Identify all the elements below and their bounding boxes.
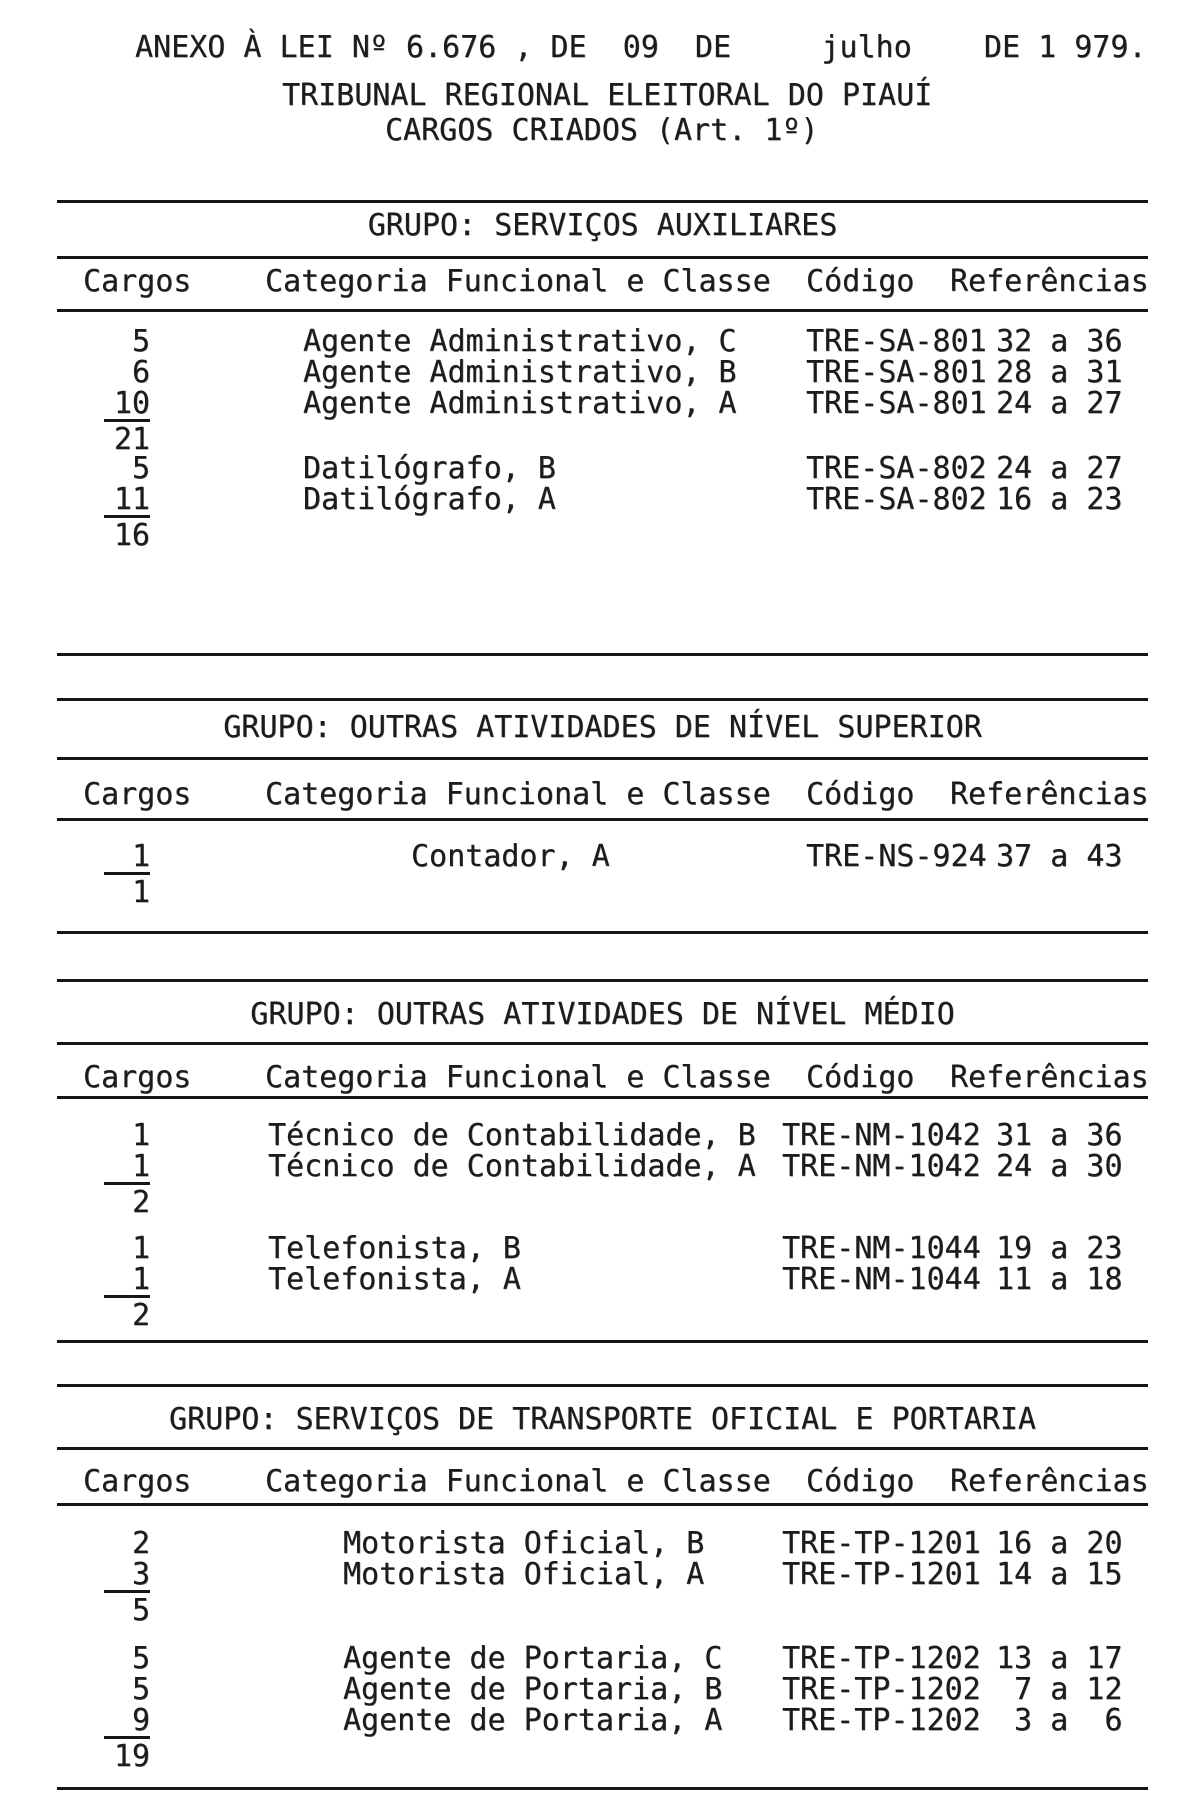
cell-referencias: 14 a 15 (996, 1557, 1123, 1592)
cell-codigo: TRE-SA-801 (806, 355, 987, 390)
subtotal-value: 1 (104, 872, 150, 908)
cell-cargos: 9 (131, 1703, 150, 1738)
table-row (0, 326, 1194, 357)
table-header-row (0, 1466, 1194, 1497)
table-header-row (0, 266, 1194, 297)
cell-codigo: TRE-SA-802 (806, 451, 987, 486)
cell-categoria: Técnico de Contabilidade, B (268, 1118, 756, 1153)
cell-cargos: 1 (131, 1118, 150, 1153)
cell-codigo: TRE-NM-1044 (782, 1262, 981, 1297)
column-header-referencias: Referências (950, 1060, 1149, 1095)
column-header-codigo: Código (806, 1060, 915, 1095)
cell-codigo: TRE-SA-801 (806, 324, 987, 359)
cell-categoria: Agente Administrativo, C (303, 324, 737, 359)
table-row (0, 453, 1194, 484)
table-row (0, 484, 1194, 515)
header-divider-rule (57, 1096, 1148, 1099)
table-row (0, 1643, 1194, 1674)
group-title: GRUPO: SERVIÇOS AUXILIARES (367, 208, 838, 243)
cell-codigo: TRE-TP-1202 (782, 1672, 981, 1707)
cell-categoria: Agente de Portaria, B (343, 1672, 723, 1707)
table-row (0, 1559, 1194, 1590)
cell-referencias: 24 a 27 (996, 386, 1123, 421)
cell-codigo: TRE-NM-1042 (782, 1118, 981, 1153)
cell-codigo: TRE-TP-1201 (782, 1557, 981, 1592)
cell-referencias: 32 a 36 (996, 324, 1123, 359)
table-row (0, 1151, 1194, 1182)
header-divider-rule (57, 1503, 1148, 1506)
subtotal-value: 19 (104, 1736, 150, 1772)
header-divider-rule (57, 818, 1148, 821)
cell-codigo: TRE-NS-924 (806, 839, 987, 874)
cell-categoria: Contador, A (411, 839, 610, 874)
table-row (0, 1120, 1194, 1151)
cell-cargos: 11 (113, 482, 150, 517)
cell-cargos: 3 (131, 1557, 150, 1592)
cell-referencias: 24 a 27 (996, 451, 1123, 486)
cell-categoria: Telefonista, B (268, 1231, 521, 1266)
cell-referencias: 11 a 18 (996, 1262, 1123, 1297)
cell-codigo: TRE-TP-1202 (782, 1641, 981, 1676)
cell-categoria: Telefonista, A (268, 1262, 521, 1297)
subtotal-value: 21 (104, 419, 150, 455)
column-header-cargos: Cargos (83, 1060, 192, 1095)
document-title-line1: ANEXO À LEI Nº 6.676 , DE 09 DE julho DE 1 979. (135, 30, 1147, 65)
cell-codigo: TRE-SA-801 (806, 386, 987, 421)
cell-referencias: 13 a 17 (996, 1641, 1123, 1676)
table-top-rule (57, 698, 1148, 701)
title-divider-rule (57, 1042, 1148, 1045)
column-header-categoria: Categoria Funcional e Classe (265, 777, 771, 812)
table-bottom-rule (57, 653, 1148, 656)
table-bottom-rule (57, 1787, 1148, 1790)
table-top-rule (57, 200, 1148, 203)
table-header-row (0, 1062, 1194, 1093)
title-divider-rule (57, 757, 1148, 760)
cell-cargos: 5 (131, 1641, 150, 1676)
cell-categoria: Motorista Oficial, B (343, 1526, 705, 1561)
cell-codigo: TRE-NM-1044 (782, 1231, 981, 1266)
cell-codigo: TRE-TP-1201 (782, 1526, 981, 1561)
group-title: GRUPO: OUTRAS ATIVIDADES DE NÍVEL MÉDIO (250, 997, 955, 1032)
column-header-categoria: Categoria Funcional e Classe (265, 1464, 771, 1499)
table-row (0, 1674, 1194, 1705)
cell-referencias: 16 a 23 (996, 482, 1123, 517)
cell-cargos: 5 (131, 324, 150, 359)
cell-cargos: 2 (131, 1526, 150, 1561)
column-header-cargos: Cargos (83, 1464, 192, 1499)
column-header-cargos: Cargos (83, 264, 192, 299)
cell-referencias: 3 a 6 (996, 1703, 1123, 1738)
cell-referencias: 28 a 31 (996, 355, 1123, 390)
table-row (0, 357, 1194, 388)
cell-categoria: Datilógrafo, B (303, 451, 556, 486)
cell-cargos: 1 (131, 1262, 150, 1297)
table-row (0, 1264, 1194, 1295)
cell-codigo: TRE-NM-1042 (782, 1149, 981, 1184)
cell-cargos: 10 (113, 386, 150, 421)
cell-cargos: 5 (131, 1672, 150, 1707)
table-top-rule (57, 979, 1148, 982)
column-header-codigo: Código (806, 777, 915, 812)
table-row (0, 1705, 1194, 1736)
table-top-rule (57, 1384, 1148, 1387)
column-header-categoria: Categoria Funcional e Classe (265, 1060, 771, 1095)
column-header-cargos: Cargos (83, 777, 192, 812)
table-bottom-rule (57, 1340, 1148, 1343)
cell-referencias: 16 a 20 (996, 1526, 1123, 1561)
group-title: GRUPO: SERVIÇOS DE TRANSPORTE OFICIAL E PORTARIA (169, 1402, 1036, 1437)
column-header-referencias: Referências (950, 777, 1149, 812)
document-title-line3: CARGOS CRIADOS (Art. 1º) (385, 113, 819, 148)
cell-categoria: Datilógrafo, A (303, 482, 556, 517)
column-header-categoria: Categoria Funcional e Classe (265, 264, 771, 299)
cell-categoria: Agente Administrativo, A (303, 386, 737, 421)
cell-cargos: 1 (131, 1231, 150, 1266)
cell-cargos: 1 (131, 1149, 150, 1184)
subtotal-value: 16 (104, 515, 150, 551)
column-header-codigo: Código (806, 264, 915, 299)
document-title-line2: TRIBUNAL REGIONAL ELEITORAL DO PIAUÍ (282, 78, 933, 113)
column-header-referencias: Referências (950, 264, 1149, 299)
cell-cargos: 5 (131, 451, 150, 486)
table-row (0, 1528, 1194, 1559)
table-header-row (0, 779, 1194, 810)
table-bottom-rule (57, 931, 1148, 934)
cell-categoria: Agente Administrativo, B (303, 355, 737, 390)
cell-cargos: 6 (131, 355, 150, 390)
cell-referencias: 31 a 36 (996, 1118, 1123, 1153)
subtotal-value: 2 (104, 1182, 150, 1218)
header-divider-rule (57, 309, 1148, 312)
subtotal-value: 2 (104, 1295, 150, 1331)
cell-codigo: TRE-SA-802 (806, 482, 987, 517)
cell-categoria: Agente de Portaria, C (343, 1641, 723, 1676)
cell-referencias: 7 a 12 (996, 1672, 1123, 1707)
cell-codigo: TRE-TP-1202 (782, 1703, 981, 1738)
title-divider-rule (57, 256, 1148, 259)
cell-categoria: Motorista Oficial, A (343, 1557, 705, 1592)
subtotal-value: 5 (104, 1590, 150, 1626)
cell-cargos: 1 (131, 839, 150, 874)
cell-categoria: Técnico de Contabilidade, A (268, 1149, 756, 1184)
cell-referencias: 24 a 30 (996, 1149, 1123, 1184)
column-header-codigo: Código (806, 1464, 915, 1499)
table-row (0, 841, 1194, 872)
table-row (0, 388, 1194, 419)
column-header-referencias: Referências (950, 1464, 1149, 1499)
cell-categoria: Agente de Portaria, A (343, 1703, 723, 1738)
cell-referencias: 19 a 23 (996, 1231, 1123, 1266)
cell-referencias: 37 a 43 (996, 839, 1123, 874)
title-divider-rule (57, 1447, 1148, 1450)
table-row (0, 1233, 1194, 1264)
group-title: GRUPO: OUTRAS ATIVIDADES DE NÍVEL SUPERIOR (223, 710, 982, 745)
